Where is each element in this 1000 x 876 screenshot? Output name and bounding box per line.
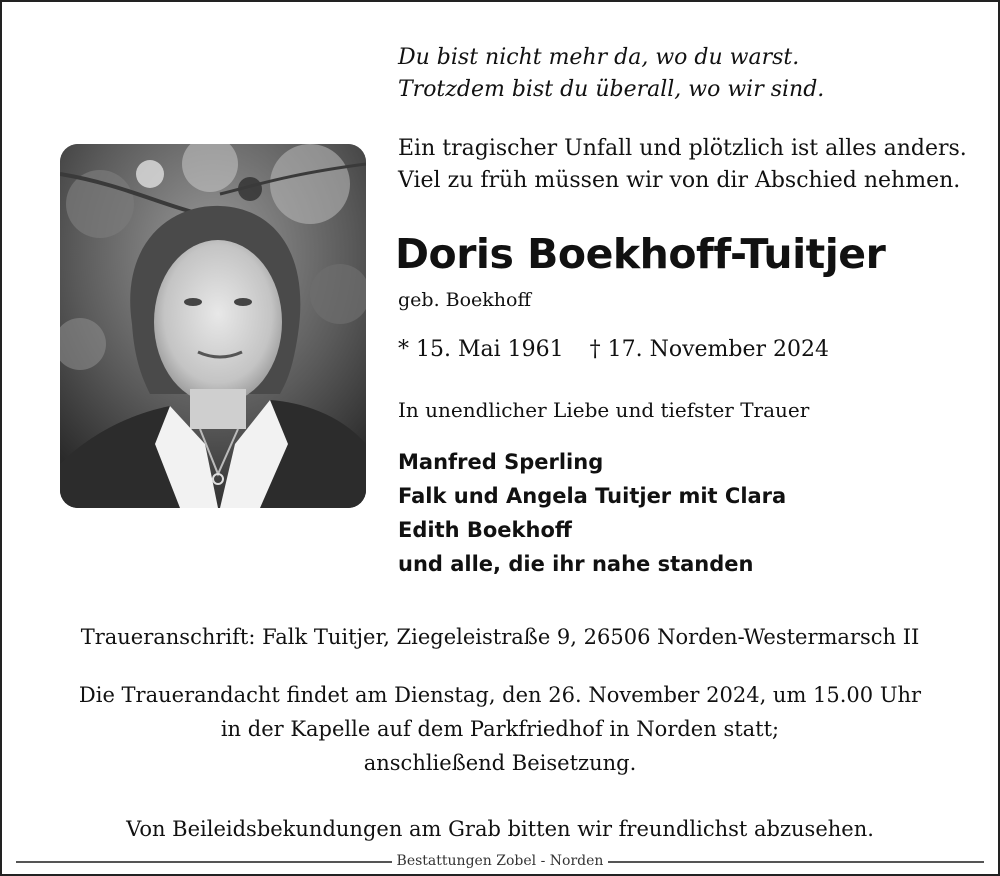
- mourners-list: [398, 445, 786, 581]
- birth-name: geb. Boekhoff: [398, 289, 531, 311]
- mourner-name: Falk und Angela Tuitjer mit Clara: [398, 484, 787, 508]
- memorial-quote: [398, 42, 978, 106]
- condolence-line: Von Beileidsbekundungen am Grab bitten wir freundlichst abzusehen.: [126, 817, 874, 841]
- mourner-name: Manfred Sperling: [398, 450, 604, 474]
- deceased-name: Doris Boekhoff-Tuitjer: [395, 230, 886, 278]
- intro-text: [398, 133, 978, 197]
- portrait-photo: [60, 144, 366, 508]
- death-date: † 17. November 2024: [589, 337, 830, 362]
- funeral-home-label: Bestattungen Zobel - Norden: [396, 853, 604, 869]
- ceremony-info: [2, 678, 998, 780]
- intro-line-1: Ein tragischer Unfall und plötzlich ist alles anders.: [398, 136, 967, 161]
- birth-date: * 15. Mai 1961: [398, 337, 564, 362]
- address-line: Traueranschrift: Falk Tuitjer, Ziegeleistraße 9, 26506 Norden-Westermarsch II: [80, 625, 920, 649]
- footer-divider-right: [608, 861, 984, 863]
- ceremony-line-3: anschließend Beisetzung.: [363, 751, 637, 775]
- footer: [16, 850, 984, 872]
- condolence-note: [2, 812, 998, 846]
- intro-line-2: Viel zu früh müssen wir von dir Abschied nehmen.: [398, 168, 961, 193]
- ceremony-line-1: Die Trauerandacht findet am Dienstag, den 26. November 2024, um 15.00 Uhr: [78, 683, 922, 707]
- quote-line-1: Du bist nicht mehr da, wo du warst.: [398, 45, 800, 70]
- mourning-address: [2, 620, 998, 654]
- portrait-photo-icon: [60, 144, 366, 508]
- ceremony-line-2: in der Kapelle auf dem Parkfriedhof in Norden statt;: [220, 717, 780, 741]
- life-dates: [398, 335, 829, 365]
- mourner-name: Edith Boekhoff: [398, 518, 572, 542]
- mourner-name: und alle, die ihr nahe standen: [398, 552, 754, 576]
- mourning-text: In unendlicher Liebe und tiefster Trauer: [398, 398, 810, 422]
- quote-line-2: Trotzdem bist du überall, wo wir sind.: [398, 77, 825, 102]
